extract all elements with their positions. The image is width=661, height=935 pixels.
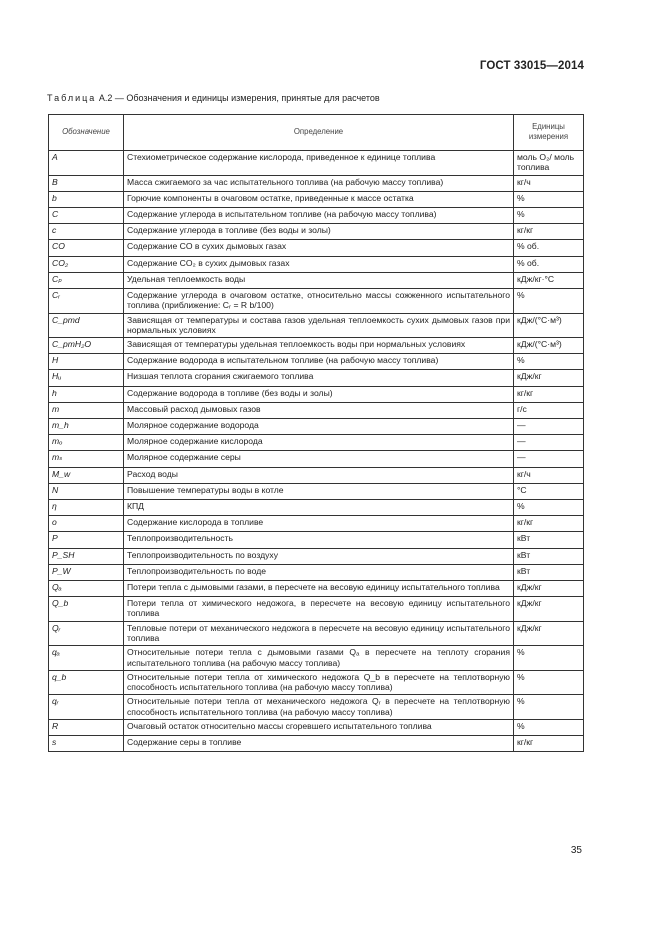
unit-cell: кДж/(°C·м³) [514, 338, 584, 354]
symbol-cell: s [49, 736, 124, 752]
definition-cell: Повышение температуры воды в котле [124, 483, 514, 499]
unit-cell: кг/ч [514, 175, 584, 191]
unit-cell: кВт [514, 548, 584, 564]
symbol-cell: P [49, 532, 124, 548]
definition-cell: Содержание CO в сухих дымовых газах [124, 240, 514, 256]
caption-number: А.2 [98, 93, 113, 103]
unit-cell: г/с [514, 402, 584, 418]
caption-label: Таблица [47, 93, 97, 103]
table-header-row [49, 115, 584, 151]
definition-cell: Теплопроизводительность по воздуху [124, 548, 514, 564]
table-row [49, 386, 584, 402]
symbol-cell: H [49, 354, 124, 370]
table-body [49, 151, 584, 752]
definition-cell: Содержание углерода в испытательном топливе (на рабочую массу топлива) [124, 207, 514, 223]
page-number: 35 [570, 845, 582, 856]
definition-cell: Содержание кислорода в топливе [124, 516, 514, 532]
definition-cell: Относительные потери тепла от механического недожога Qᵣ в пересчете на теплотворную способность испытательного топлива (на рабочую массу топлива) [124, 695, 514, 720]
column-header-units: Единицы измерения [514, 115, 584, 151]
definition-cell: Содержание водорода в испытательном топливе (на рабочую массу топлива) [124, 354, 514, 370]
table-row [49, 151, 584, 176]
symbol-cell: R [49, 720, 124, 736]
column-header-symbol: Обозначение [49, 115, 124, 151]
unit-cell: % [514, 499, 584, 515]
symbol-cell: η [49, 499, 124, 515]
table-row [49, 720, 584, 736]
table-row [49, 175, 584, 191]
table-row [49, 272, 584, 288]
table-row [49, 419, 584, 435]
definition-cell: Стехиометрическое содержание кислорода, приведенное к единице топлива [124, 151, 514, 176]
table-row [49, 621, 584, 646]
table-row [49, 370, 584, 386]
definition-cell: Содержание серы в топливе [124, 736, 514, 752]
definition-cell: Зависящая от температуры и состава газов удельная теплоемкость сухих дымовых газов при нормальных условиях [124, 313, 514, 338]
symbol-cell: P_W [49, 564, 124, 580]
symbol-cell: o [49, 516, 124, 532]
symbol-cell: Q_b [49, 597, 124, 622]
definition-cell: Относительные потери тепла с дымовыми газами Qₐ в пересчете на теплоту сгорания испытательного топлива (на рабочую массу топлива) [124, 646, 514, 671]
table-row [49, 516, 584, 532]
definition-cell: Потери тепла с дымовыми газами, в пересчете на весовую единицу испытательного топлива [124, 580, 514, 596]
unit-cell: % [514, 646, 584, 671]
definition-cell: Содержание водорода в топливе (без воды и золы) [124, 386, 514, 402]
definition-cell: Молярное содержание кислорода [124, 435, 514, 451]
symbol-cell: CO [49, 240, 124, 256]
symbol-cell: mₒ [49, 435, 124, 451]
symbol-cell: h [49, 386, 124, 402]
unit-cell: кДж/кг [514, 597, 584, 622]
table-row [49, 499, 584, 515]
definition-cell: Горючие компоненты в очаговом остатке, приведенные к массе остатка [124, 191, 514, 207]
symbol-cell: qᵣ [49, 695, 124, 720]
definition-cell: Тепловые потери от механического недожога в пересчете на весовую единицу испытательного топлива [124, 621, 514, 646]
definition-cell: Удельная теплоемкость воды [124, 272, 514, 288]
table-row [49, 338, 584, 354]
definition-cell: Содержание углерода в топливе (без воды и золы) [124, 224, 514, 240]
table-row [49, 532, 584, 548]
definition-cell: Очаговый остаток относительно массы сгоревшего испытательного топлива [124, 720, 514, 736]
table-row [49, 646, 584, 671]
table-row [49, 240, 584, 256]
symbol-cell: m [49, 402, 124, 418]
unit-cell: % [514, 207, 584, 223]
definition-cell: КПД [124, 499, 514, 515]
definition-cell: Относительные потери тепла от химического недожога Q_b в пересчете на теплотворную способность испытательного топлива (на рабочую массу топлива) [124, 670, 514, 695]
symbol-cell: C_pmd [49, 313, 124, 338]
table-row [49, 451, 584, 467]
table-row [49, 695, 584, 720]
table-row [49, 207, 584, 223]
standard-number: ГОСТ 33015—2014 [479, 60, 584, 72]
table-row [49, 564, 584, 580]
table-row [49, 402, 584, 418]
table-row [49, 597, 584, 622]
definition-cell: Потери тепла от химического недожога, в пересчете на весовую единицу испытательного топлива [124, 597, 514, 622]
unit-cell: кВт [514, 532, 584, 548]
symbols-table [48, 114, 584, 752]
table-row [49, 483, 584, 499]
unit-cell: — [514, 451, 584, 467]
definition-cell: Зависящая от температуры удельная теплоемкость воды при нормальных условиях [124, 338, 514, 354]
table-row [49, 548, 584, 564]
unit-cell: °C [514, 483, 584, 499]
column-header-definition: Определение [124, 115, 514, 151]
unit-cell: кДж/кг·°C [514, 272, 584, 288]
table-row [49, 313, 584, 338]
unit-cell: кг/кг [514, 736, 584, 752]
table-row [49, 736, 584, 752]
definition-cell: Масса сжигаемого за час испытательного топлива (на рабочую массу топлива) [124, 175, 514, 191]
symbol-cell: Cₚ [49, 272, 124, 288]
symbol-cell: b [49, 191, 124, 207]
symbol-cell: Cᵣ [49, 288, 124, 313]
unit-cell: кДж/кг [514, 580, 584, 596]
symbol-cell: P_SH [49, 548, 124, 564]
symbol-cell: Qᵣ [49, 621, 124, 646]
table-row [49, 288, 584, 313]
definition-cell: Содержание CO₂ в сухих дымовых газах [124, 256, 514, 272]
unit-cell: % [514, 695, 584, 720]
symbol-cell: Qₐ [49, 580, 124, 596]
definition-cell: Содержание углерода в очаговом остатке, относительно массы сожженного испытательного топлива (приближение: Cᵣ = R b/100) [124, 288, 514, 313]
table-row [49, 224, 584, 240]
symbol-cell: Hᵤ [49, 370, 124, 386]
definition-cell: Молярное содержание водорода [124, 419, 514, 435]
table-row [49, 580, 584, 596]
symbol-cell: N [49, 483, 124, 499]
symbol-cell: C_pmH₂O [49, 338, 124, 354]
unit-cell: % об. [514, 240, 584, 256]
symbol-cell: c [49, 224, 124, 240]
table-caption [47, 93, 380, 103]
unit-cell: % [514, 288, 584, 313]
symbol-cell: B [49, 175, 124, 191]
unit-cell: % [514, 720, 584, 736]
symbol-cell: A [49, 151, 124, 176]
symbol-cell: qₐ [49, 646, 124, 671]
definition-cell: Теплопроизводительность [124, 532, 514, 548]
table-row [49, 191, 584, 207]
unit-cell: кг/кг [514, 224, 584, 240]
symbol-cell: C [49, 207, 124, 223]
table-row [49, 256, 584, 272]
table-row [49, 467, 584, 483]
unit-cell: моль O₂/ моль топлива [514, 151, 584, 176]
unit-cell: кг/кг [514, 386, 584, 402]
unit-cell: кДж/(°C·м³) [514, 313, 584, 338]
unit-cell: % [514, 670, 584, 695]
symbol-cell: mₛ [49, 451, 124, 467]
definition-cell: Молярное содержание серы [124, 451, 514, 467]
definition-cell: Теплопроизводительность по воде [124, 564, 514, 580]
unit-cell: кВт [514, 564, 584, 580]
unit-cell: % об. [514, 256, 584, 272]
symbol-cell: M_w [49, 467, 124, 483]
unit-cell: — [514, 419, 584, 435]
definition-cell: Массовый расход дымовых газов [124, 402, 514, 418]
symbol-cell: q_b [49, 670, 124, 695]
unit-cell: % [514, 354, 584, 370]
definition-cell: Низшая теплота сгорания сжигаемого топлива [124, 370, 514, 386]
symbol-cell: CO₂ [49, 256, 124, 272]
unit-cell: кДж/кг [514, 370, 584, 386]
symbol-cell: m_h [49, 419, 124, 435]
unit-cell: кг/ч [514, 467, 584, 483]
table-row [49, 670, 584, 695]
definition-cell: Расход воды [124, 467, 514, 483]
unit-cell: % [514, 191, 584, 207]
unit-cell: кДж/кг [514, 621, 584, 646]
unit-cell: — [514, 435, 584, 451]
table-row [49, 435, 584, 451]
table-row [49, 354, 584, 370]
caption-title: — Обозначения и единицы измерения, принятые для расчетов [114, 93, 380, 103]
unit-cell: кг/кг [514, 516, 584, 532]
